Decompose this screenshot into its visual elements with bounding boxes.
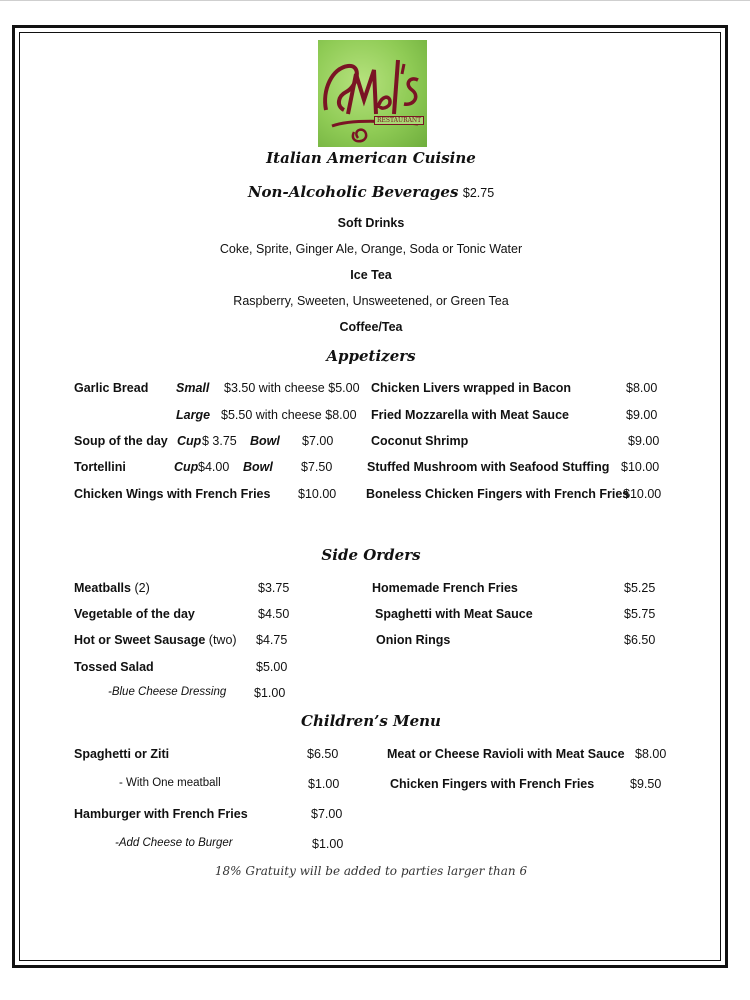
side-orders-title: Side Orders	[321, 546, 421, 564]
menu-item-price: $5.25	[624, 581, 656, 595]
size-label: Large	[176, 408, 211, 422]
beverage-detail: Raspberry, Sweeten, Unsweetened, or Green Tea	[233, 294, 509, 308]
menu-item-price: $1.00	[308, 777, 340, 791]
menu-item-price: $3.50 with cheese $5.00	[224, 381, 360, 395]
menu-item-price: $9.00	[628, 434, 660, 448]
side-item-label: Meatballs	[74, 581, 131, 595]
size-label: Bowl	[243, 460, 273, 474]
menu-item-price: $4.00	[198, 460, 230, 474]
beverage-name: Soft Drinks	[337, 216, 405, 230]
menu-item-name: Fried Mozzarella with Meat Sauce	[371, 408, 569, 422]
cuisine-tagline: Italian American Cuisine	[266, 149, 476, 167]
menu-item-name: Homemade French Fries	[372, 581, 518, 595]
size-label: Cup	[174, 460, 199, 474]
menu-item-name: - With One meatball	[119, 777, 221, 789]
menu-item-price: $7.00	[311, 807, 343, 821]
menu-item-name: Spaghetti with Meat Sauce	[375, 607, 533, 621]
menu-item-price: $6.50	[624, 633, 656, 647]
menu-item-name: -Blue Cheese Dressing	[108, 686, 227, 698]
menu-item-name: Soup of the day	[74, 434, 168, 448]
menu-item-name: -Add Cheese to Burger	[115, 837, 233, 849]
menu-item-name: Garlic Bread	[74, 381, 149, 395]
menu-item-name: Vegetable of the day	[74, 607, 195, 621]
appetizers-title: Appetizers	[326, 347, 416, 365]
menu-item-price: $1.00	[254, 686, 286, 700]
menu-item-name	[74, 633, 237, 647]
menu-item-price: $7.50	[301, 460, 333, 474]
top-divider	[0, 0, 750, 1]
menu-item-price: $9.50	[630, 777, 662, 791]
menu-item-price: $4.50	[258, 607, 290, 621]
menu-item-price: $10.00	[621, 460, 660, 474]
menu-item-price: $1.00	[312, 837, 344, 851]
beverages-title: Non-Alcoholic Beverages	[247, 183, 459, 201]
beverages-header	[0, 183, 742, 202]
menu-item-name: Stuffed Mushroom with Seafood Stuffing	[367, 460, 610, 474]
beverage-detail: Coke, Sprite, Ginger Ale, Orange, Soda or Tonic Water	[219, 242, 523, 256]
logo-subtitle: RESTAURANT	[374, 116, 424, 125]
menu-item-name: Meat or Cheese Ravioli with Meat Sauce	[387, 747, 625, 761]
menu-item-name: Hamburger with French Fries	[74, 807, 248, 821]
restaurant-logo	[318, 40, 427, 147]
size-label: Cup	[177, 434, 202, 448]
menu-item-price: $9.00	[626, 408, 658, 422]
menu-item-price: $10.00	[623, 487, 662, 501]
size-label: Small	[176, 381, 210, 395]
menu-item-price: $ 3.75	[202, 434, 237, 448]
size-label: Bowl	[250, 434, 280, 448]
menu-item-price: $5.75	[624, 607, 656, 621]
menu-item-name: Spaghetti or Ziti	[74, 747, 170, 761]
menu-item-price: $5.50 with cheese $8.00	[221, 408, 357, 422]
menu-item-price: $8.00	[635, 747, 667, 761]
gratuity-note: 18% Gratuity will be added to parties larger than 6	[214, 864, 528, 878]
menu-item-name: Onion Rings	[376, 633, 451, 647]
beverages-price: $2.75	[462, 186, 495, 200]
beverage-name: Ice Tea	[350, 268, 392, 282]
menu-item-name: Boneless Chicken Fingers with French Fries	[366, 487, 630, 501]
menu-item-name: Chicken Fingers with French Fries	[390, 777, 595, 791]
menu-item-name: Tortellini	[74, 460, 126, 474]
side-item-note: (two)	[208, 633, 237, 647]
menu-item-price: $3.75	[258, 581, 290, 595]
logo-graphic	[318, 40, 427, 147]
side-item-label: Hot or Sweet Sausage	[74, 633, 206, 647]
menu-item-price: $6.50	[307, 747, 339, 761]
menu-item-name: Chicken Wings with French Fries	[74, 487, 271, 501]
menu-item-name: Tossed Salad	[74, 660, 154, 674]
menu-item-name: Chicken Livers wrapped in Bacon	[371, 381, 572, 395]
menu-item-price: $4.75	[256, 633, 288, 647]
menu-item-name: Coconut Shrimp	[371, 434, 469, 448]
menu-item-name	[74, 581, 150, 595]
menu-item-price: $8.00	[626, 381, 658, 395]
menu-item-price: $7.00	[302, 434, 334, 448]
side-item-note: (2)	[134, 581, 150, 595]
menu-item-price: $5.00	[256, 660, 288, 674]
menu-item-price: $10.00	[298, 487, 337, 501]
beverage-name: Coffee/Tea	[339, 320, 403, 334]
childrens-menu-title: Children’s Menu	[301, 712, 441, 730]
